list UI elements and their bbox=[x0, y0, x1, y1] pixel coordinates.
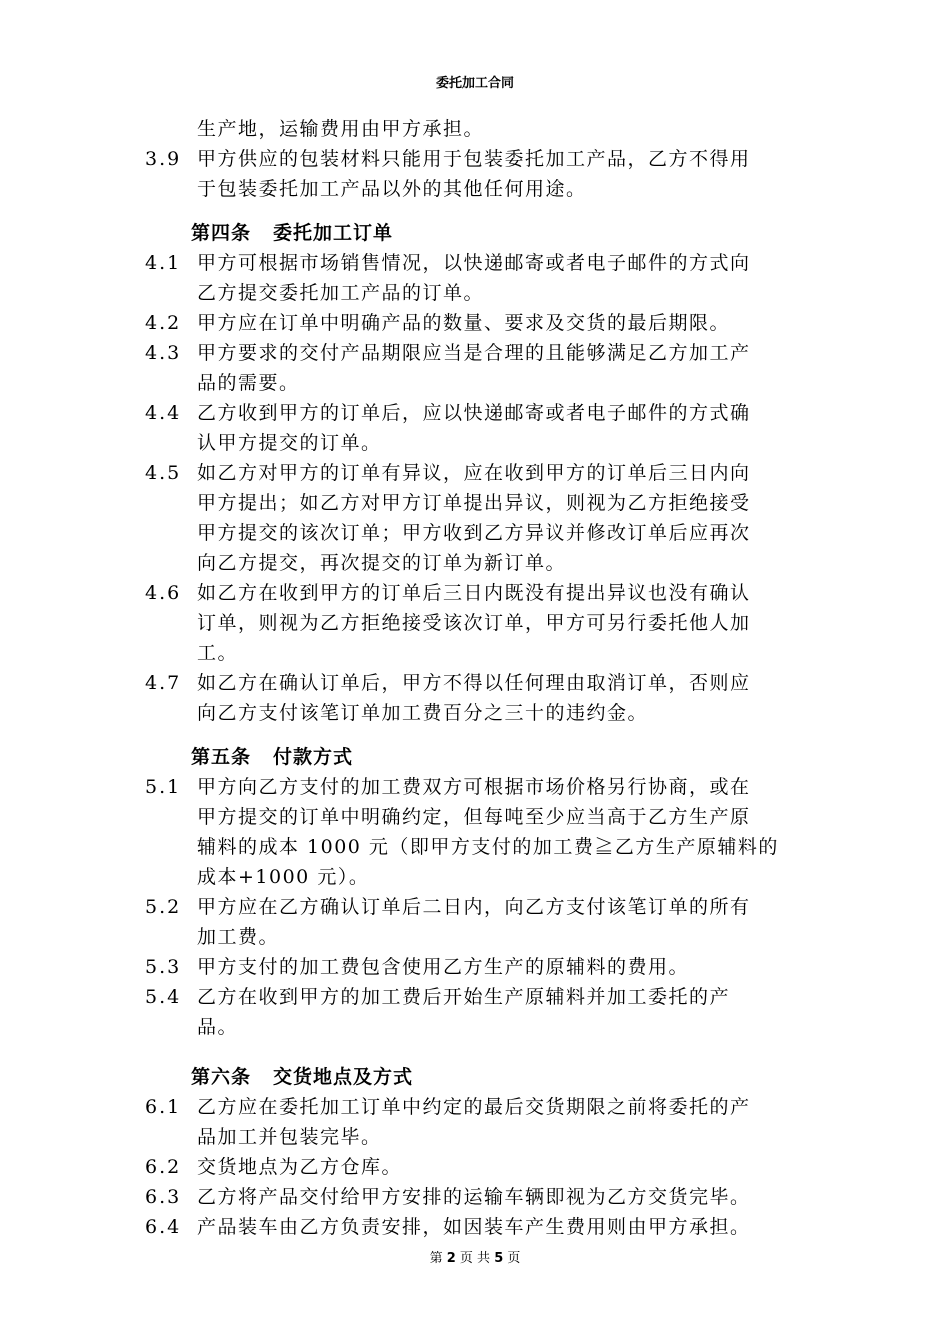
clause-text: 甲方支付的加工费包含使用乙方生产的原辅料的费用。 bbox=[197, 956, 690, 978]
page-footer bbox=[0, 1247, 950, 1266]
clause-number: 4.7 bbox=[145, 672, 182, 694]
section-number: 第五条 bbox=[191, 746, 252, 768]
clause-line bbox=[145, 1182, 815, 1212]
section-name: 委托加工订单 bbox=[273, 222, 394, 244]
spacer bbox=[145, 728, 815, 742]
clause-number: 6.1 bbox=[145, 1096, 182, 1118]
clause-line bbox=[145, 398, 815, 428]
section-name: 付款方式 bbox=[273, 746, 354, 768]
clause-3-9-cont: 于包装委托加工产品以外的其他任何用途。 bbox=[197, 178, 587, 200]
clause-line bbox=[145, 338, 815, 368]
clause-text: 如乙方对甲方的订单有异议，应在收到甲方的订单后三日内向 bbox=[197, 462, 751, 484]
clause-continuation: 加工费。 bbox=[197, 926, 280, 948]
clause-continuation: 品的需要。 bbox=[197, 372, 300, 394]
clause-text: 交货地点为乙方仓库。 bbox=[197, 1156, 403, 1178]
document-body bbox=[145, 114, 815, 1242]
clause-continuation: 成本+1000 元）。 bbox=[197, 866, 370, 888]
clause-text: 乙方应在委托加工订单中约定的最后交货期限之前将委托的产 bbox=[197, 1096, 751, 1118]
section-name: 交货地点及方式 bbox=[273, 1066, 414, 1088]
clause-number: 4.6 bbox=[145, 582, 182, 604]
clause-text: 甲方应在订单中明确产品的数量、要求及交货的最后期限。 bbox=[197, 312, 731, 334]
clause-text: 甲方要求的交付产品期限应当是合理的且能够满足乙方加工产 bbox=[197, 342, 751, 364]
clause-continuation: 品加工并包装完毕。 bbox=[197, 1126, 382, 1148]
clause-number: 4.4 bbox=[145, 402, 182, 424]
section-6-heading bbox=[145, 1062, 815, 1092]
clause-number: 4.2 bbox=[145, 312, 182, 334]
clause-continuation: 向乙方支付该笔订单加工费百分之三十的违约金。 bbox=[197, 702, 649, 724]
footer-prefix: 第 bbox=[429, 1251, 443, 1266]
clause-continuation: 订单，则视为乙方拒绝接受该次订单，甲方可另行委托他人加 bbox=[197, 612, 751, 634]
page-header: 委托加工合同 bbox=[435, 76, 514, 91]
section-5-clauses bbox=[145, 772, 815, 1042]
clause-line bbox=[145, 1152, 815, 1182]
clause-continuation: 甲方提出；如乙方对甲方订单提出异议，则视为乙方拒绝接受 bbox=[197, 492, 751, 514]
section-number: 第四条 bbox=[191, 222, 252, 244]
clause-continuation: 甲方提交的该次订单；甲方收到乙方异议并修改订单后应再次 bbox=[197, 522, 751, 544]
clause-text: 乙方在收到甲方的加工费后开始生产原辅料并加工委托的产 bbox=[197, 986, 731, 1008]
clause-text: 甲方可根据市场销售情况，以快递邮寄或者电子邮件的方式向 bbox=[197, 252, 751, 274]
clause-line bbox=[145, 578, 815, 608]
spacer bbox=[145, 1042, 815, 1062]
clause-continuation: 乙方提交委托加工产品的订单。 bbox=[197, 282, 485, 304]
clause-continuation: 甲方提交的订单中明确约定，但每吨至少应当高于乙方生产原 bbox=[197, 806, 751, 828]
section-6-clauses bbox=[145, 1092, 815, 1242]
clause-continuation: 认甲方提交的订单。 bbox=[197, 432, 382, 454]
clause-number: 4.1 bbox=[145, 252, 182, 274]
clause-line bbox=[145, 982, 815, 1012]
clause-line bbox=[145, 1092, 815, 1122]
clause-number: 5.4 bbox=[145, 986, 182, 1008]
section-5-heading bbox=[145, 742, 815, 772]
footer-total-pages: 5 bbox=[494, 1251, 504, 1266]
clause-line bbox=[145, 952, 815, 982]
clause-number: 3.9 bbox=[145, 148, 182, 170]
footer-suffix: 页 bbox=[507, 1251, 521, 1266]
clause-3-9-line bbox=[145, 144, 815, 174]
clause-line bbox=[145, 248, 815, 278]
clause-line bbox=[145, 308, 815, 338]
clause-line bbox=[145, 892, 815, 922]
footer-mid: 页 共 bbox=[459, 1251, 491, 1266]
clause-continuation: 工。 bbox=[197, 642, 239, 664]
clause-number: 6.2 bbox=[145, 1156, 182, 1178]
clause-text: 产品装车由乙方负责安排，如因装车产生费用则由甲方承担。 bbox=[197, 1216, 751, 1238]
clause-continuation: 辅料的成本 1000 元（即甲方支付的加工费≧乙方生产原辅料的 bbox=[197, 836, 779, 858]
clause-line bbox=[145, 668, 815, 698]
clause-number: 5.1 bbox=[145, 776, 182, 798]
clause-number: 5.3 bbox=[145, 956, 182, 978]
footer-page-number: 2 bbox=[446, 1251, 456, 1266]
clause-text: 甲方应在乙方确认订单后二日内，向乙方支付该笔订单的所有 bbox=[197, 896, 751, 918]
clause-number: 4.3 bbox=[145, 342, 182, 364]
clause-number: 6.3 bbox=[145, 1186, 182, 1208]
section-4-heading bbox=[145, 218, 815, 248]
spacer bbox=[145, 204, 815, 218]
clause-line bbox=[145, 772, 815, 802]
clause-text: 甲方向乙方支付的加工费双方可根据市场价格另行协商，或在 bbox=[197, 776, 751, 798]
continuation-line: 生产地，运输费用由甲方承担。 bbox=[197, 118, 485, 140]
clause-text: 如乙方在收到甲方的订单后三日内既没有提出异议也没有确认 bbox=[197, 582, 751, 604]
section-number: 第六条 bbox=[191, 1066, 252, 1088]
clause-number: 4.5 bbox=[145, 462, 182, 484]
clause-continuation: 品。 bbox=[197, 1016, 239, 1038]
clause-line bbox=[145, 458, 815, 488]
clause-number: 6.4 bbox=[145, 1216, 182, 1238]
clause-text: 如乙方在确认订单后，甲方不得以任何理由取消订单，否则应 bbox=[197, 672, 751, 694]
clause-continuation: 向乙方提交，再次提交的订单为新订单。 bbox=[197, 552, 567, 574]
clause-text: 乙方收到甲方的订单后，应以快递邮寄或者电子邮件的方式确 bbox=[197, 402, 751, 424]
clause-line bbox=[145, 1212, 815, 1242]
clause-text: 甲方供应的包装材料只能用于包装委托加工产品，乙方不得用 bbox=[197, 148, 751, 170]
clause-number: 5.2 bbox=[145, 896, 182, 918]
section-4-clauses bbox=[145, 248, 815, 728]
clause-text: 乙方将产品交付给甲方安排的运输车辆即视为乙方交货完毕。 bbox=[197, 1186, 751, 1208]
